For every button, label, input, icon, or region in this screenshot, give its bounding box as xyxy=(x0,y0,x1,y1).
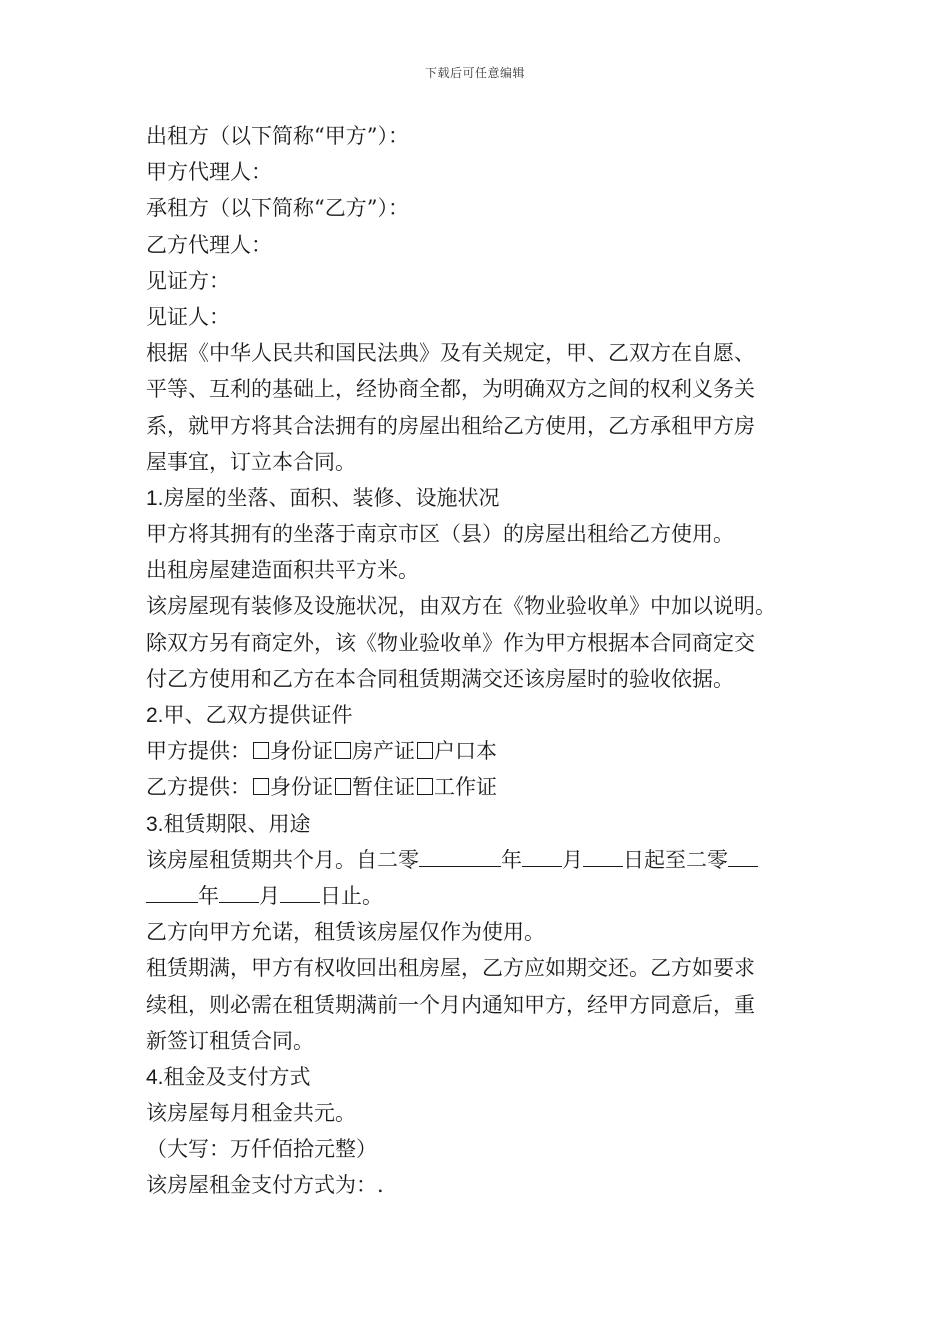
start-day-blank[interactable] xyxy=(583,844,623,867)
section-1-line-1: 甲方将其拥有的坐落于南京市区（县）的房屋出租给乙方使用。 xyxy=(146,522,734,547)
checkbox-residence-permit-b[interactable] xyxy=(335,778,351,795)
section-1-number: 1. xyxy=(146,486,164,510)
section-1-heading xyxy=(146,480,836,516)
start-day-unit: 日起至二零 xyxy=(623,847,728,872)
checkbox-id-card-b[interactable] xyxy=(253,778,269,795)
section-1-line-5: 付乙方使用和乙方在本合同租赁期满交还该房屋时的验收依据。 xyxy=(146,666,734,691)
party-a-label: 甲方提供： xyxy=(146,739,251,764)
end-month-blank[interactable] xyxy=(219,880,259,903)
end-day-blank[interactable] xyxy=(280,880,320,903)
preamble-line-3: 系，就甲方将其合法拥有的房屋出租给乙方使用，乙方承租甲方房 xyxy=(146,413,755,438)
start-month-blank[interactable] xyxy=(522,844,562,867)
section-1-title: 房屋的坐落、面积、装修、设施状况 xyxy=(163,485,500,510)
checkbox-household-register-a[interactable] xyxy=(417,742,433,759)
section-4-number: 4. xyxy=(146,1065,164,1089)
end-day-unit: 日止。 xyxy=(320,883,383,908)
party-b-item-id-card: 身份证 xyxy=(270,775,333,800)
section-3-number: 3. xyxy=(146,812,164,836)
party-b-item-residence-permit: 暂住证 xyxy=(352,775,415,800)
contract-body xyxy=(146,118,836,1204)
party-a-item-id-card: 身份证 xyxy=(270,739,333,764)
section-3-line-4: 租赁期满，甲方有权收回出租房屋，乙方应如期交还。乙方如要求 xyxy=(146,956,755,981)
section-3-line-3: 乙方向甲方允诺，租赁该房屋仅作为使用。 xyxy=(146,920,545,945)
term-prefix: 该房屋租赁期共个月。自二零 xyxy=(146,847,419,872)
end-year-unit: 年 xyxy=(198,883,219,908)
section-2-title: 甲、乙双方提供证件 xyxy=(163,703,353,727)
section-4-line-1: 该房屋每月租金共元。 xyxy=(146,1101,356,1126)
page-header-note: 下载后可任意编辑 xyxy=(424,66,525,80)
start-year-blank[interactable] xyxy=(419,844,501,867)
lessee-agent-line: 乙方代理人： xyxy=(146,232,272,257)
checkbox-property-cert-a[interactable] xyxy=(335,742,351,759)
lessor-line: 出租方（以下简称“甲方”）： xyxy=(146,124,409,148)
preamble-line-1: 根据《中华人民共和国民法典》及有关规定，甲、乙双方在自愿、 xyxy=(146,341,755,366)
preamble-line-4: 屋事宜，订立本合同。 xyxy=(146,449,356,474)
party-b-label: 乙方提供： xyxy=(146,775,251,800)
lessor-agent-line: 甲方代理人： xyxy=(146,160,272,185)
party-b-documents-line xyxy=(146,769,836,805)
checkbox-id-card-a[interactable] xyxy=(253,742,269,759)
section-3-heading xyxy=(146,806,836,842)
section-4-heading xyxy=(146,1059,836,1095)
section-4-line-3: 该房屋租金支付方式为：. xyxy=(146,1173,384,1198)
section-3-line-5: 续租，则必需在租赁期满前一个月内通知甲方，经甲方同意后，重 xyxy=(146,992,755,1017)
section-3-title: 租赁期限、用途 xyxy=(163,811,311,836)
section-2-number: 2. xyxy=(146,704,164,727)
section-1-line-2: 出租房屋建造面积共平方米。 xyxy=(146,558,419,583)
lessee-line: 承租方（以下简称“乙方”）： xyxy=(146,196,409,221)
party-a-item-property-cert: 房产证 xyxy=(352,739,415,764)
section-4-line-2: （大写：万仟佰拾元整） xyxy=(146,1137,377,1162)
section-1-line-3: 该房屋现有装修及设施状况，由双方在《物业验收单》中加以说明。 xyxy=(146,594,776,619)
party-b-item-work-permit: 工作证 xyxy=(434,775,497,800)
section-3-term-line-1 xyxy=(146,842,836,878)
party-a-documents-line xyxy=(146,733,836,769)
section-1-line-4: 除双方另有商定外，该《物业验收单》作为甲方根据本合同商定交 xyxy=(146,630,755,655)
section-4-title: 租金及支付方式 xyxy=(163,1064,311,1089)
section-3-line-6: 新签订租赁合同。 xyxy=(146,1028,314,1053)
end-month-unit: 月 xyxy=(259,883,280,908)
party-a-item-household-register: 户口本 xyxy=(434,739,497,764)
preamble-line-2: 平等、互利的基础上，经协商全都，为明确双方之间的权利义务关 xyxy=(146,377,755,402)
witness-party-line: 见证方： xyxy=(146,268,230,293)
checkbox-work-permit-b[interactable] xyxy=(417,778,433,795)
witness-person-line: 见证人： xyxy=(146,304,230,329)
section-2-heading xyxy=(146,697,836,733)
end-year-blank-part-2[interactable] xyxy=(146,880,198,903)
section-3-term-line-2 xyxy=(146,878,836,914)
end-year-blank-part-1[interactable] xyxy=(728,844,758,867)
start-month-unit: 月 xyxy=(562,847,583,872)
start-year-unit: 年 xyxy=(501,847,522,872)
